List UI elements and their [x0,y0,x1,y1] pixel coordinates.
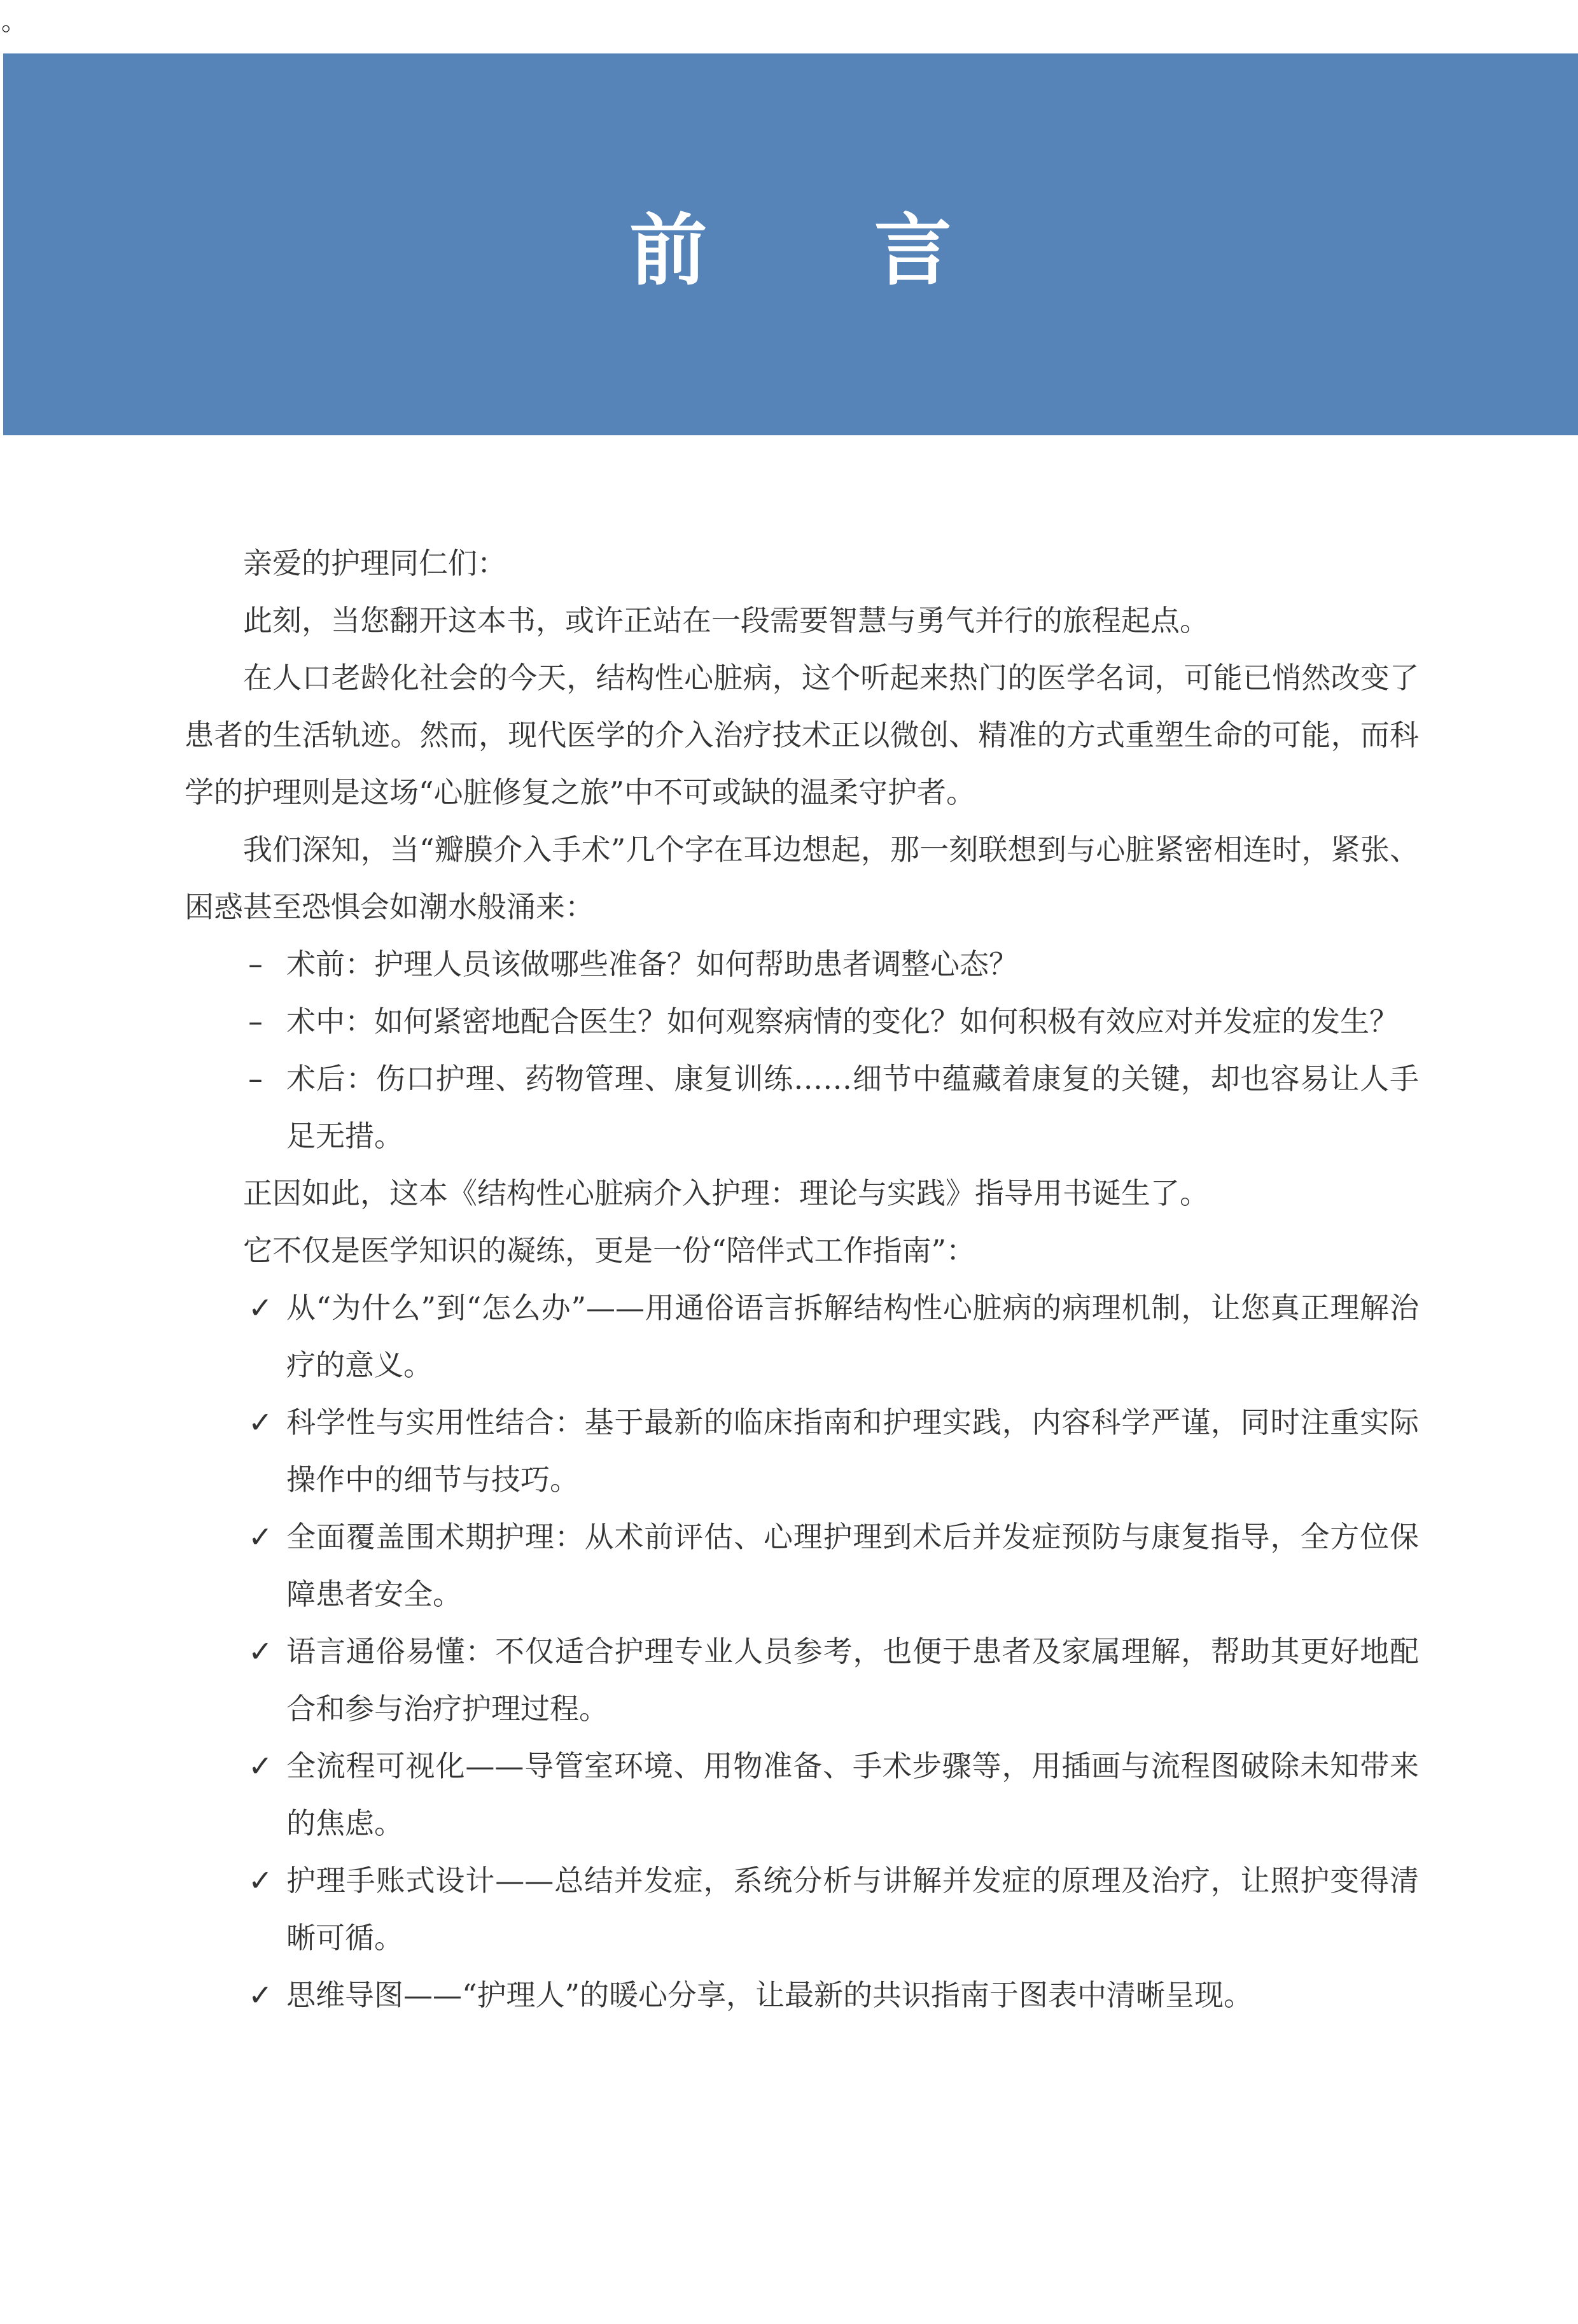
paragraph-3: 我们深知，当“瓣膜介入手术”几个字在耳边想起，那一刻联想到与心脏紧密相连时，紧张、困惑甚至恐惧会如潮水般涌来： [185,832,1419,924]
list-item [185,1508,1419,1623]
list-item-text: 术前：护理人员该做哪些准备？如何帮助患者调整心态？ [286,947,1018,981]
list-item [185,1050,1419,1165]
dash-list [185,935,1419,1165]
dash-bullet: – [248,947,263,981]
check-icon: ✓ [248,1520,273,1554]
page-title: 前 言 [629,206,1022,296]
list-item [185,1279,1419,1394]
paragraph-1: 此刻，当您翻开这本书，或许正站在一段需要智慧与勇气并行的旅程起点。 [243,603,1209,638]
list-item [185,1737,1419,1852]
paragraph-5: 它不仅是医学知识的凝练，更是一份“陪伴式工作指南”： [243,1233,976,1268]
list-item-text: 科学性与实用性结合：基于最新的临床指南和护理实践，内容科学严谨，同时注重实际操作中的细节与技巧。 [286,1405,1419,1497]
check-icon: ✓ [248,1978,273,2012]
check-icon: ✓ [248,1405,273,1439]
check-icon: ✓ [248,1291,273,1325]
check-icon: ✓ [248,1634,273,1669]
list-item-text: 语言通俗易懂：不仅适合护理专业人员参考，也便于患者及家属理解，帮助其更好地配合和参与治疗护理过程。 [286,1634,1419,1726]
list-item-text: 全面覆盖围术期护理：从术前评估、心理护理到术后并发症预防与康复指导，全方位保障患者安全。 [286,1520,1419,1611]
greeting: 亲爱的护理同仁们： [243,546,506,580]
list-item [185,1623,1419,1737]
paragraph-4: 正因如此，这本《结构性心脏病介入护理：理论与实践》指导用书诞生了。 [243,1176,1209,1210]
list-item [185,1394,1419,1508]
list-item-text: 术中：如何紧密地配合医生？如何观察病情的变化？如何积极有效应对并发症的发生？ [286,1004,1399,1039]
corner-mark: 。 [1,7,27,36]
preface-body [185,535,1419,2024]
check-icon: ✓ [248,1749,273,1783]
list-item [185,1852,1419,1966]
list-item [185,935,1419,993]
check-icon: ✓ [248,1863,273,1898]
paragraph-2: 在人口老龄化社会的今天，结构性心脏病，这个听起来热门的医学名词，可能已悄然改变了患者的生活轨迹。然而，现代医学的介入治疗技术正以微创、精准的方式重塑生命的可能，而科学的护理则是这场“心脏修复之旅”中不可或缺的温柔守护者。 [185,661,1419,809]
list-item [185,1966,1419,2024]
dash-bullet: – [248,1004,263,1039]
list-item [185,993,1419,1050]
list-item-text: 全流程可视化——导管室环境、用物准备、手术步骤等，用插画与流程图破除未知带来的焦虑。 [286,1749,1419,1840]
dash-bullet: – [248,1061,263,1096]
header-banner [3,53,1578,435]
list-item-text: 术后：伤口护理、药物管理、康复训练……细节中蕴藏着康复的关键，却也容易让人手足无措。 [286,1061,1419,1153]
list-item-text: 从“为什么”到“怎么办”——用通俗语言拆解结构性心脏病的病理机制，让您真正理解治疗的意义。 [286,1291,1419,1382]
list-item-text: 思维导图——“护理人”的暖心分享，让最新的共识指南于图表中清晰呈现。 [286,1978,1253,2012]
list-item-text: 护理手账式设计——总结并发症，系统分析与讲解并发症的原理及治疗，让照护变得清晰可循。 [286,1863,1419,1955]
check-list [185,1279,1419,2024]
